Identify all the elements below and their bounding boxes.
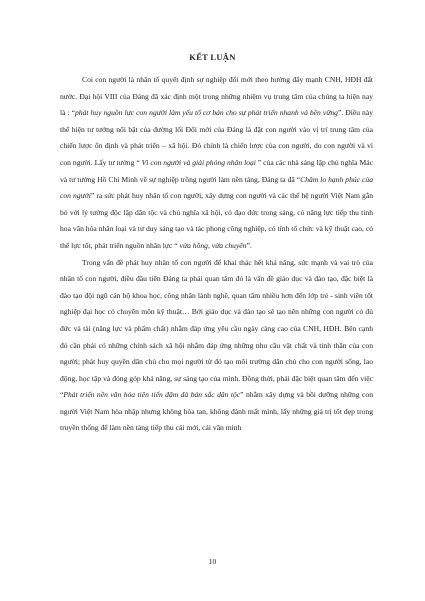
p2-seg-0: Trong vấn đề phát huy nhân tố con người để khai thác hết khả năng, sức mạnh và vai trò của nhân tố con người, điều đầu tiên Đảng ta phải quan tâm đó là vấn đề giáo dục và đào tạo, đặc biệt là đào tạo đội ngũ cán bộ khoa học, công nhân lành nghề, quan tâm nhiều hơn đến lớp trẻ - sinh viên tốt nghiệp đại học có chuyên môn kỹ thuật… Bởi giáo dục và đào tạo sẽ tạo nên những con người có đủ đức và tài (năng lực và phẩm chất) nhằm đáp ứng yêu cầu ngày càng cao của CNH, HĐH. Bên cạnh đó cần phải có những chính sách xã hội nhằm đáp ứng những nhu cầu vật chất và tinh thần của con người; phát huy quyền dân chủ cho mọi người từ đó tạo môi trường dân chủ cho con người sống, lao động, học tập và đóng góp khả năng, sự sáng tạo của mình. Đồng thời, phải đặc biệt quan tâm đến việc “ bbox=[60, 257, 373, 400]
p1-seg-5: Chăm lo hạnh phúc của con người bbox=[60, 174, 373, 201]
paragraph-2 bbox=[60, 255, 373, 438]
p2-seg-2: ” nhằm xây dựng và bồi dưỡng những con người Việt Nam hòa nhập nhưng không hòa tan, không đánh mất mình, lấy những giá trị tốt đẹp trong truyền thống để làm nền tảng tiếp thu cái mới, cái văn minh bbox=[60, 390, 373, 433]
p1-seg-0: Coi con người là nhân tố quyết định sự nghiệp đổi mới theo hướng đẩy mạnh CNH, HĐH đất nước. Đại hội VIII của Đảng đã xác định một trong những nhiệm vụ trung tâm của chúng ta hiện nay là : “ bbox=[60, 75, 373, 118]
p1-seg-6: ” ra sức phát huy nhân tố con người, xây dựng con người và các thế hệ người Việt Nam gắn bó với lý tưởng độc lập dân tộc và chủ nghĩa xã hội, có đạo đức trong sáng, có năng lực tiếp thu tinh hoa văn hóa nhân loại và tư duy sáng tạo và tác phong công nghiệp, có tính tổ chức và kỹ thuật cao, có thể lực tốt, phát triển nguồn nhân lực “ bbox=[60, 191, 373, 250]
p1-seg-2: ”. Điều này thể hiện tư tưởng nổi bật của đường lối Đổi mới của Đảng là đặt con người vào vị trí trung tâm của chiến lược ổn định và phát triển – xã hội. Đó chính là chiến lược của con người, do con người và vì con người. Lấy tư tưởng “ bbox=[60, 108, 373, 167]
body-text bbox=[60, 72, 373, 437]
p1-seg-7: vừa hồng, vừa chuyên bbox=[179, 240, 247, 250]
p1-seg-8: ”. bbox=[246, 240, 252, 250]
page-number: 10 bbox=[208, 557, 217, 566]
page-title: KẾT LUẬN bbox=[189, 52, 236, 62]
p1-seg-1: phát huy nguồn lực con người làm yếu tố cơ bản cho sự phát triển nhanh và bền vững bbox=[75, 108, 338, 118]
paragraph-1 bbox=[60, 72, 373, 255]
p1-seg-3: Vì con người và giải phóng nhân loại bbox=[141, 157, 256, 167]
p2-seg-1: Phát triển nền văn hóa tiên tiến đậm đà bản sắc dân tộc bbox=[63, 390, 241, 400]
p1-seg-4: ” của các nhà sáng lập chủ nghĩa Mác và tư tưởng Hồ Chí Minh về sự nghiệp trồng người làm nền tảng, Đảng ta đã “ bbox=[60, 157, 373, 184]
